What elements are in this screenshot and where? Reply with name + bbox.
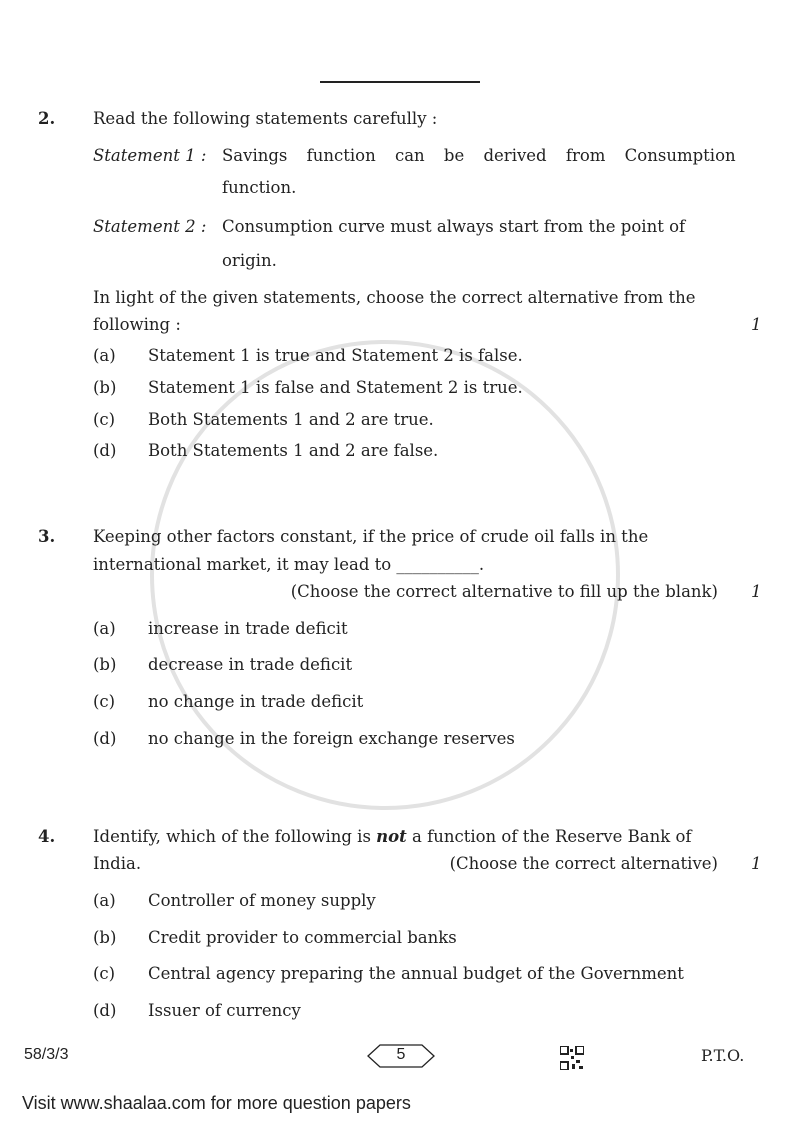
option-text: decrease in trade deficit — [148, 655, 353, 674]
option-letter: (d) — [93, 441, 117, 460]
instruction-text: following : — [93, 315, 181, 334]
option-letter: (b) — [93, 655, 117, 674]
question-text: India. — [93, 854, 142, 873]
question-number: 3. — [38, 527, 56, 546]
marks: 1 — [751, 315, 762, 334]
option-text: no change in trade deficit — [148, 692, 364, 711]
option-letter: (c) — [93, 964, 116, 983]
question-text — [93, 827, 692, 847]
option-letter: (d) — [93, 1001, 117, 1020]
option-text: Central agency preparing the annual budget of the Government — [148, 964, 684, 983]
option-text: Controller of money supply — [148, 891, 376, 910]
page-number: 5 — [396, 1046, 406, 1063]
option-text: Issuer of currency — [148, 1001, 301, 1020]
marks: 1 — [751, 854, 762, 873]
question-number: 2. — [38, 109, 56, 128]
option-letter: (a) — [93, 346, 116, 365]
statement-label: Statement 2 : — [93, 217, 207, 236]
statement-label: Statement 1 : — [93, 146, 207, 165]
question-text: Keeping other factors constant, if the price of crude oil falls in the — [93, 527, 649, 546]
text-part: a function of the Reserve Bank of — [412, 827, 692, 846]
option-letter: (b) — [93, 928, 117, 947]
option-text: Both Statements 1 and 2 are true. — [148, 410, 434, 429]
question-text: international market, it may lead to __________. — [93, 555, 485, 574]
instruction-text: In light of the given statements, choose the correct alternative from the — [93, 288, 696, 307]
option-text: no change in the foreign exchange reserves — [148, 729, 515, 748]
question-stem: Read the following statements carefully : — [93, 109, 438, 128]
question-note: (Choose the correct alternative to fill up the blank) — [290, 582, 718, 601]
qr-code-icon — [560, 1046, 584, 1070]
option-text: Statement 1 is true and Statement 2 is false. — [148, 346, 523, 365]
statement-text: function. — [222, 178, 297, 197]
option-letter: (c) — [93, 410, 116, 429]
option-letter: (b) — [93, 378, 117, 397]
emphasis-not: not — [376, 827, 407, 846]
question-number: 4. — [38, 827, 56, 846]
option-letter: (a) — [93, 619, 116, 638]
visit-shaalaa-link[interactable]: Visit www.shaalaa.com for more question papers — [22, 1093, 411, 1113]
option-text: Statement 1 is false and Statement 2 is true. — [148, 378, 523, 397]
option-text: increase in trade deficit — [148, 619, 348, 638]
paper-code: 58/3/3 — [24, 1046, 69, 1063]
statement-text: Consumption curve must always start from the point of — [222, 217, 686, 236]
option-letter: (a) — [93, 891, 116, 910]
option-letter: (c) — [93, 692, 116, 711]
text-part: Identify, which of the following is — [93, 827, 371, 846]
question-note: (Choose the correct alternative) — [449, 854, 718, 873]
option-letter: (d) — [93, 729, 117, 748]
statement-text: Savings function can be derived from Consumption — [222, 146, 736, 165]
pto-label: P.T.O. — [701, 1046, 745, 1065]
top-rule — [320, 81, 480, 83]
option-text: Credit provider to commercial banks — [148, 928, 457, 947]
option-text: Both Statements 1 and 2 are false. — [148, 441, 439, 460]
marks: 1 — [751, 582, 762, 601]
statement-text: origin. — [222, 251, 277, 270]
